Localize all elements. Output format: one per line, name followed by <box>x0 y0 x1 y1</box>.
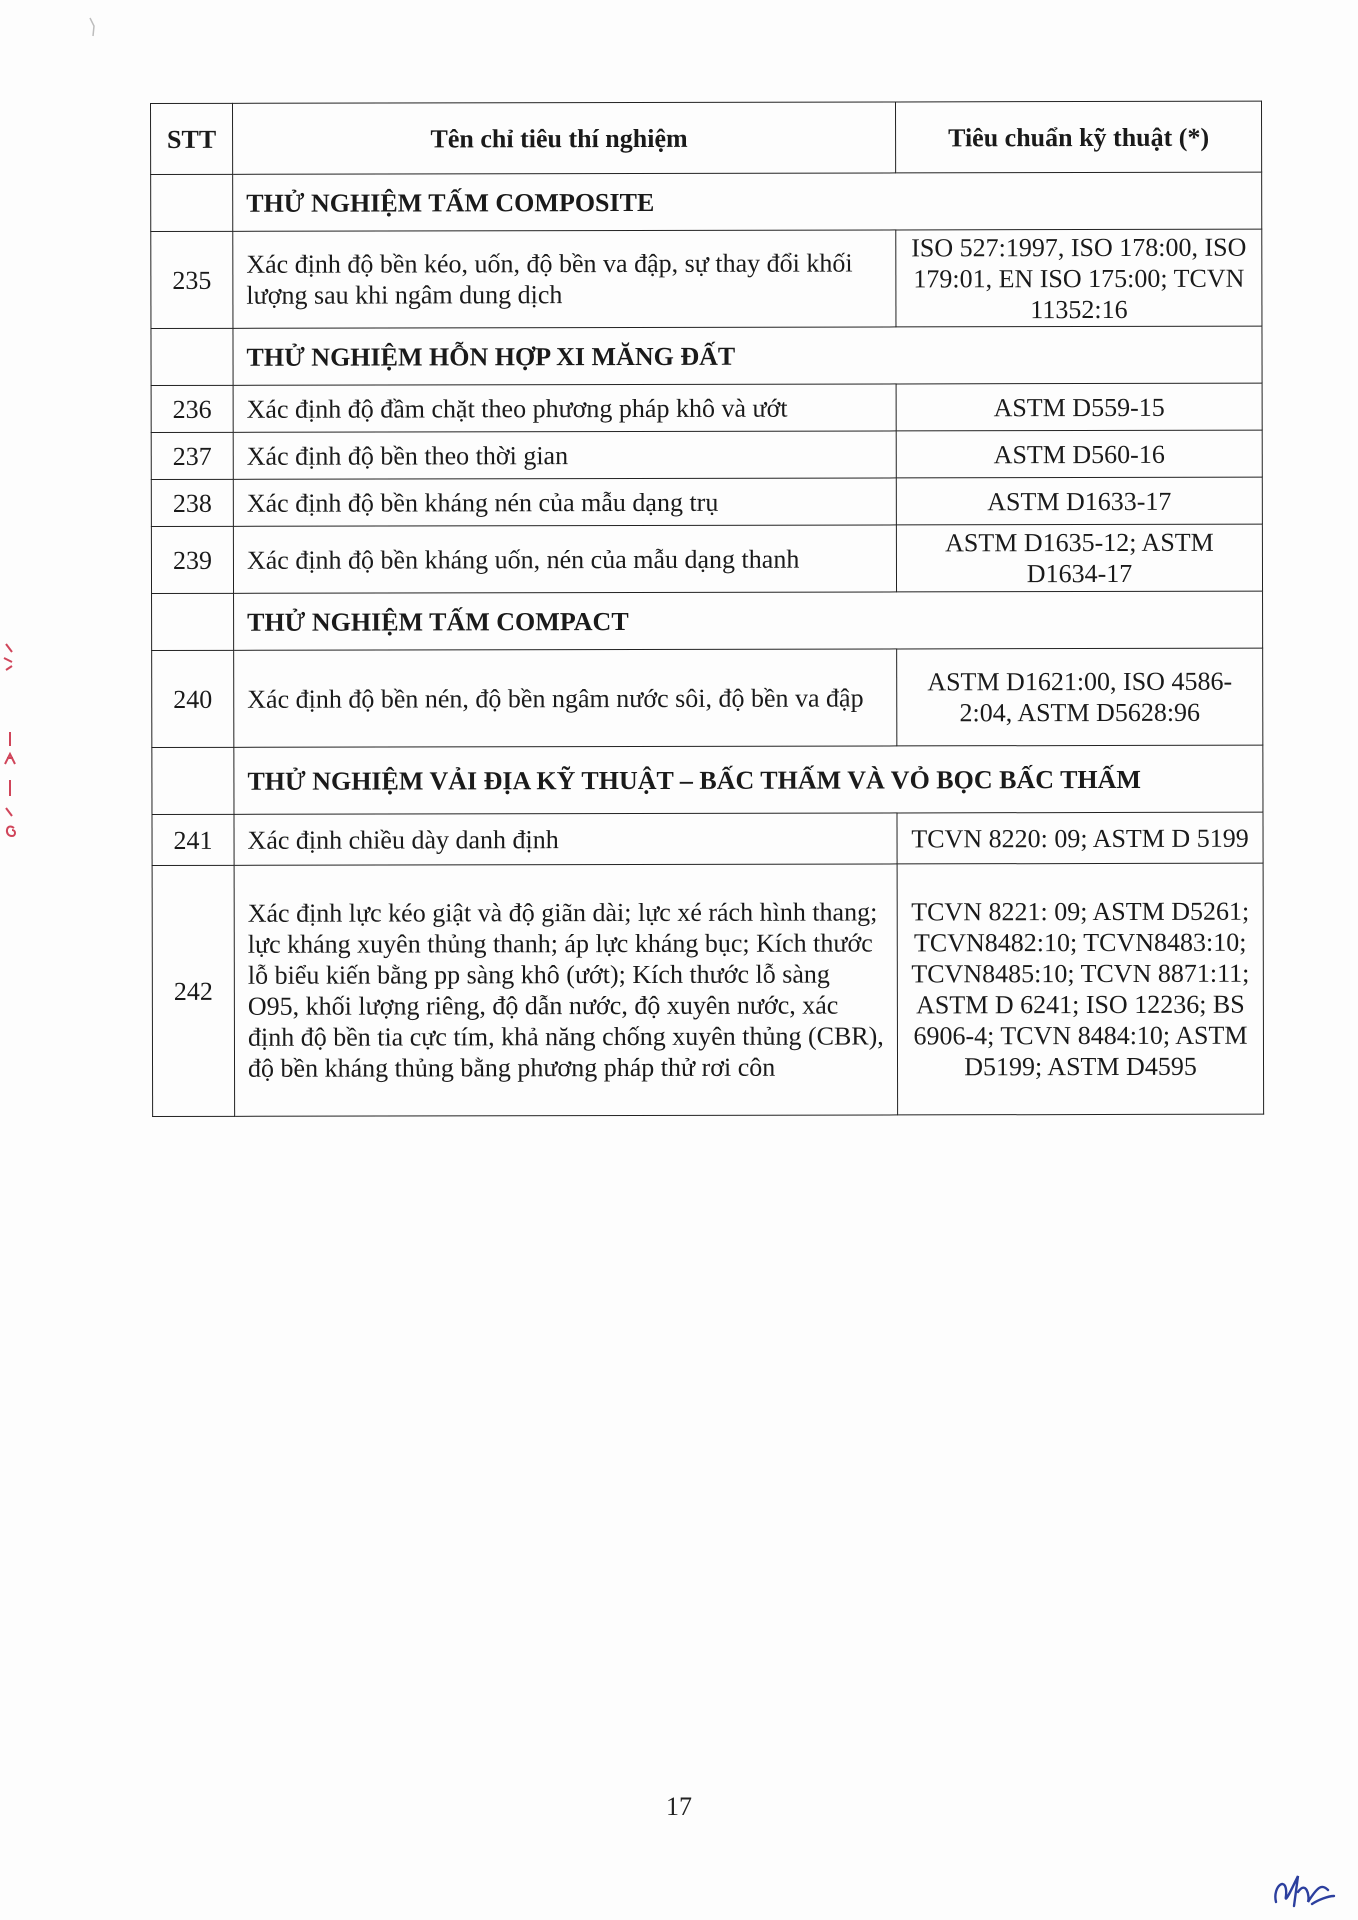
test-standards-table <box>150 101 1264 1117</box>
section-stt-empty <box>151 328 233 385</box>
row-test-name: Xác định độ đầm chặt theo phương pháp khô và ướt <box>233 384 896 432</box>
table-row <box>152 812 1263 865</box>
table-row <box>151 229 1262 328</box>
row-stt: 240 <box>152 650 234 747</box>
row-standard: TCVN 8220: 09; ASTM D 5199 <box>897 812 1263 864</box>
row-test-name: Xác định độ bền kháng uốn, nén của mẫu dạng thanh <box>233 525 896 593</box>
row-standard: ASTM D1633-17 <box>896 477 1262 525</box>
header-standard: Tiêu chuẩn kỹ thuật (*) <box>895 101 1261 173</box>
row-standard: ASTM D1621:00, ISO 4586-2:04, ASTM D5628:96 <box>897 648 1263 746</box>
row-test-name: Xác định độ bền kéo, uốn, độ bền va đập, sự thay đổi khối lượng sau khi ngâm dung dịch <box>233 230 896 328</box>
row-standard: ASTM D1635-12; ASTM D1634-17 <box>896 524 1262 592</box>
section-title-vai-dia: THỬ NGHIỆM VẢI ĐỊA KỸ THUẬT – BẤC THẤM VÀ VỎ BỌC BẤC THẤM <box>234 745 1263 814</box>
row-stt: 236 <box>151 385 233 432</box>
row-stt: 242 <box>152 865 235 1116</box>
initials-signature <box>1268 1866 1338 1910</box>
section-stt-empty <box>151 174 233 231</box>
row-standard: ASTM D560-16 <box>896 430 1262 478</box>
section-row <box>151 172 1262 231</box>
section-title-xi-mang-dat: THỬ NGHIỆM HỖN HỢP XI MĂNG ĐẤT <box>233 326 1262 385</box>
header-test-name: Tên chỉ tiêu thí nghiệm <box>233 102 896 174</box>
row-stt: 237 <box>151 432 233 479</box>
row-test-name: Xác định độ bền kháng nén của mẫu dạng trụ <box>233 478 896 526</box>
row-stt: 235 <box>151 231 233 328</box>
scan-speck-mark <box>88 16 100 38</box>
table-row <box>151 383 1262 432</box>
row-standard: TCVN 8221: 09; ASTM D5261; TCVN8482:10; TCVN8483:10; TCVN8485:10; TCVN 8871:11; ASTM D 6241; ISO 12236; BS 6906-4; TCVN 8484:10; ASTM D5199; ASTM D4595 <box>897 863 1264 1115</box>
table-row <box>151 477 1262 526</box>
row-test-name: Xác định lực kéo giật và độ giãn dài; lực xé rách hình thang; lực kháng xuyên thủng thanh; áp lực kháng bục; Kích thước lỗ biểu kiến bằng pp sàng khô (ướt); Kích thước lỗ sàng O95, khối lượng riêng, độ dẫn nước, độ xuyên nước, xác định độ bền tia cực tím, khả năng chống xuyên thủng (CBR), độ bền kháng thủng bằng phương pháp thử rơi côn <box>234 864 898 1116</box>
section-row <box>152 745 1263 814</box>
table-row <box>151 430 1262 479</box>
row-stt: 238 <box>151 479 233 526</box>
header-stt: STT <box>151 103 233 174</box>
page-number: 17 <box>666 1792 692 1821</box>
row-stt: 241 <box>152 814 234 865</box>
table-row <box>152 863 1264 1116</box>
row-standard: ISO 527:1997, ISO 178:00, ISO 179:01, EN ISO 175:00; TCVN 11352:16 <box>896 229 1262 327</box>
table-row <box>151 524 1262 593</box>
margin-stamp-mark <box>0 640 22 860</box>
row-test-name: Xác định độ bền theo thời gian <box>233 431 896 479</box>
row-standard: ASTM D559-15 <box>896 383 1262 431</box>
section-stt-empty <box>152 747 234 814</box>
table-row <box>152 648 1263 747</box>
section-row <box>151 326 1262 385</box>
row-stt: 239 <box>151 526 233 593</box>
row-test-name: Xác định độ bền nén, độ bền ngâm nước sôi, độ bền va đập <box>234 649 897 747</box>
section-row <box>152 591 1263 650</box>
section-stt-empty <box>152 593 234 650</box>
section-title-composite: THỬ NGHIỆM TẤM COMPOSITE <box>233 172 1262 231</box>
section-title-compact: THỬ NGHIỆM TẤM COMPACT <box>234 591 1263 650</box>
row-test-name: Xác định chiều dày danh định <box>234 813 897 865</box>
table-header-row <box>151 101 1262 174</box>
